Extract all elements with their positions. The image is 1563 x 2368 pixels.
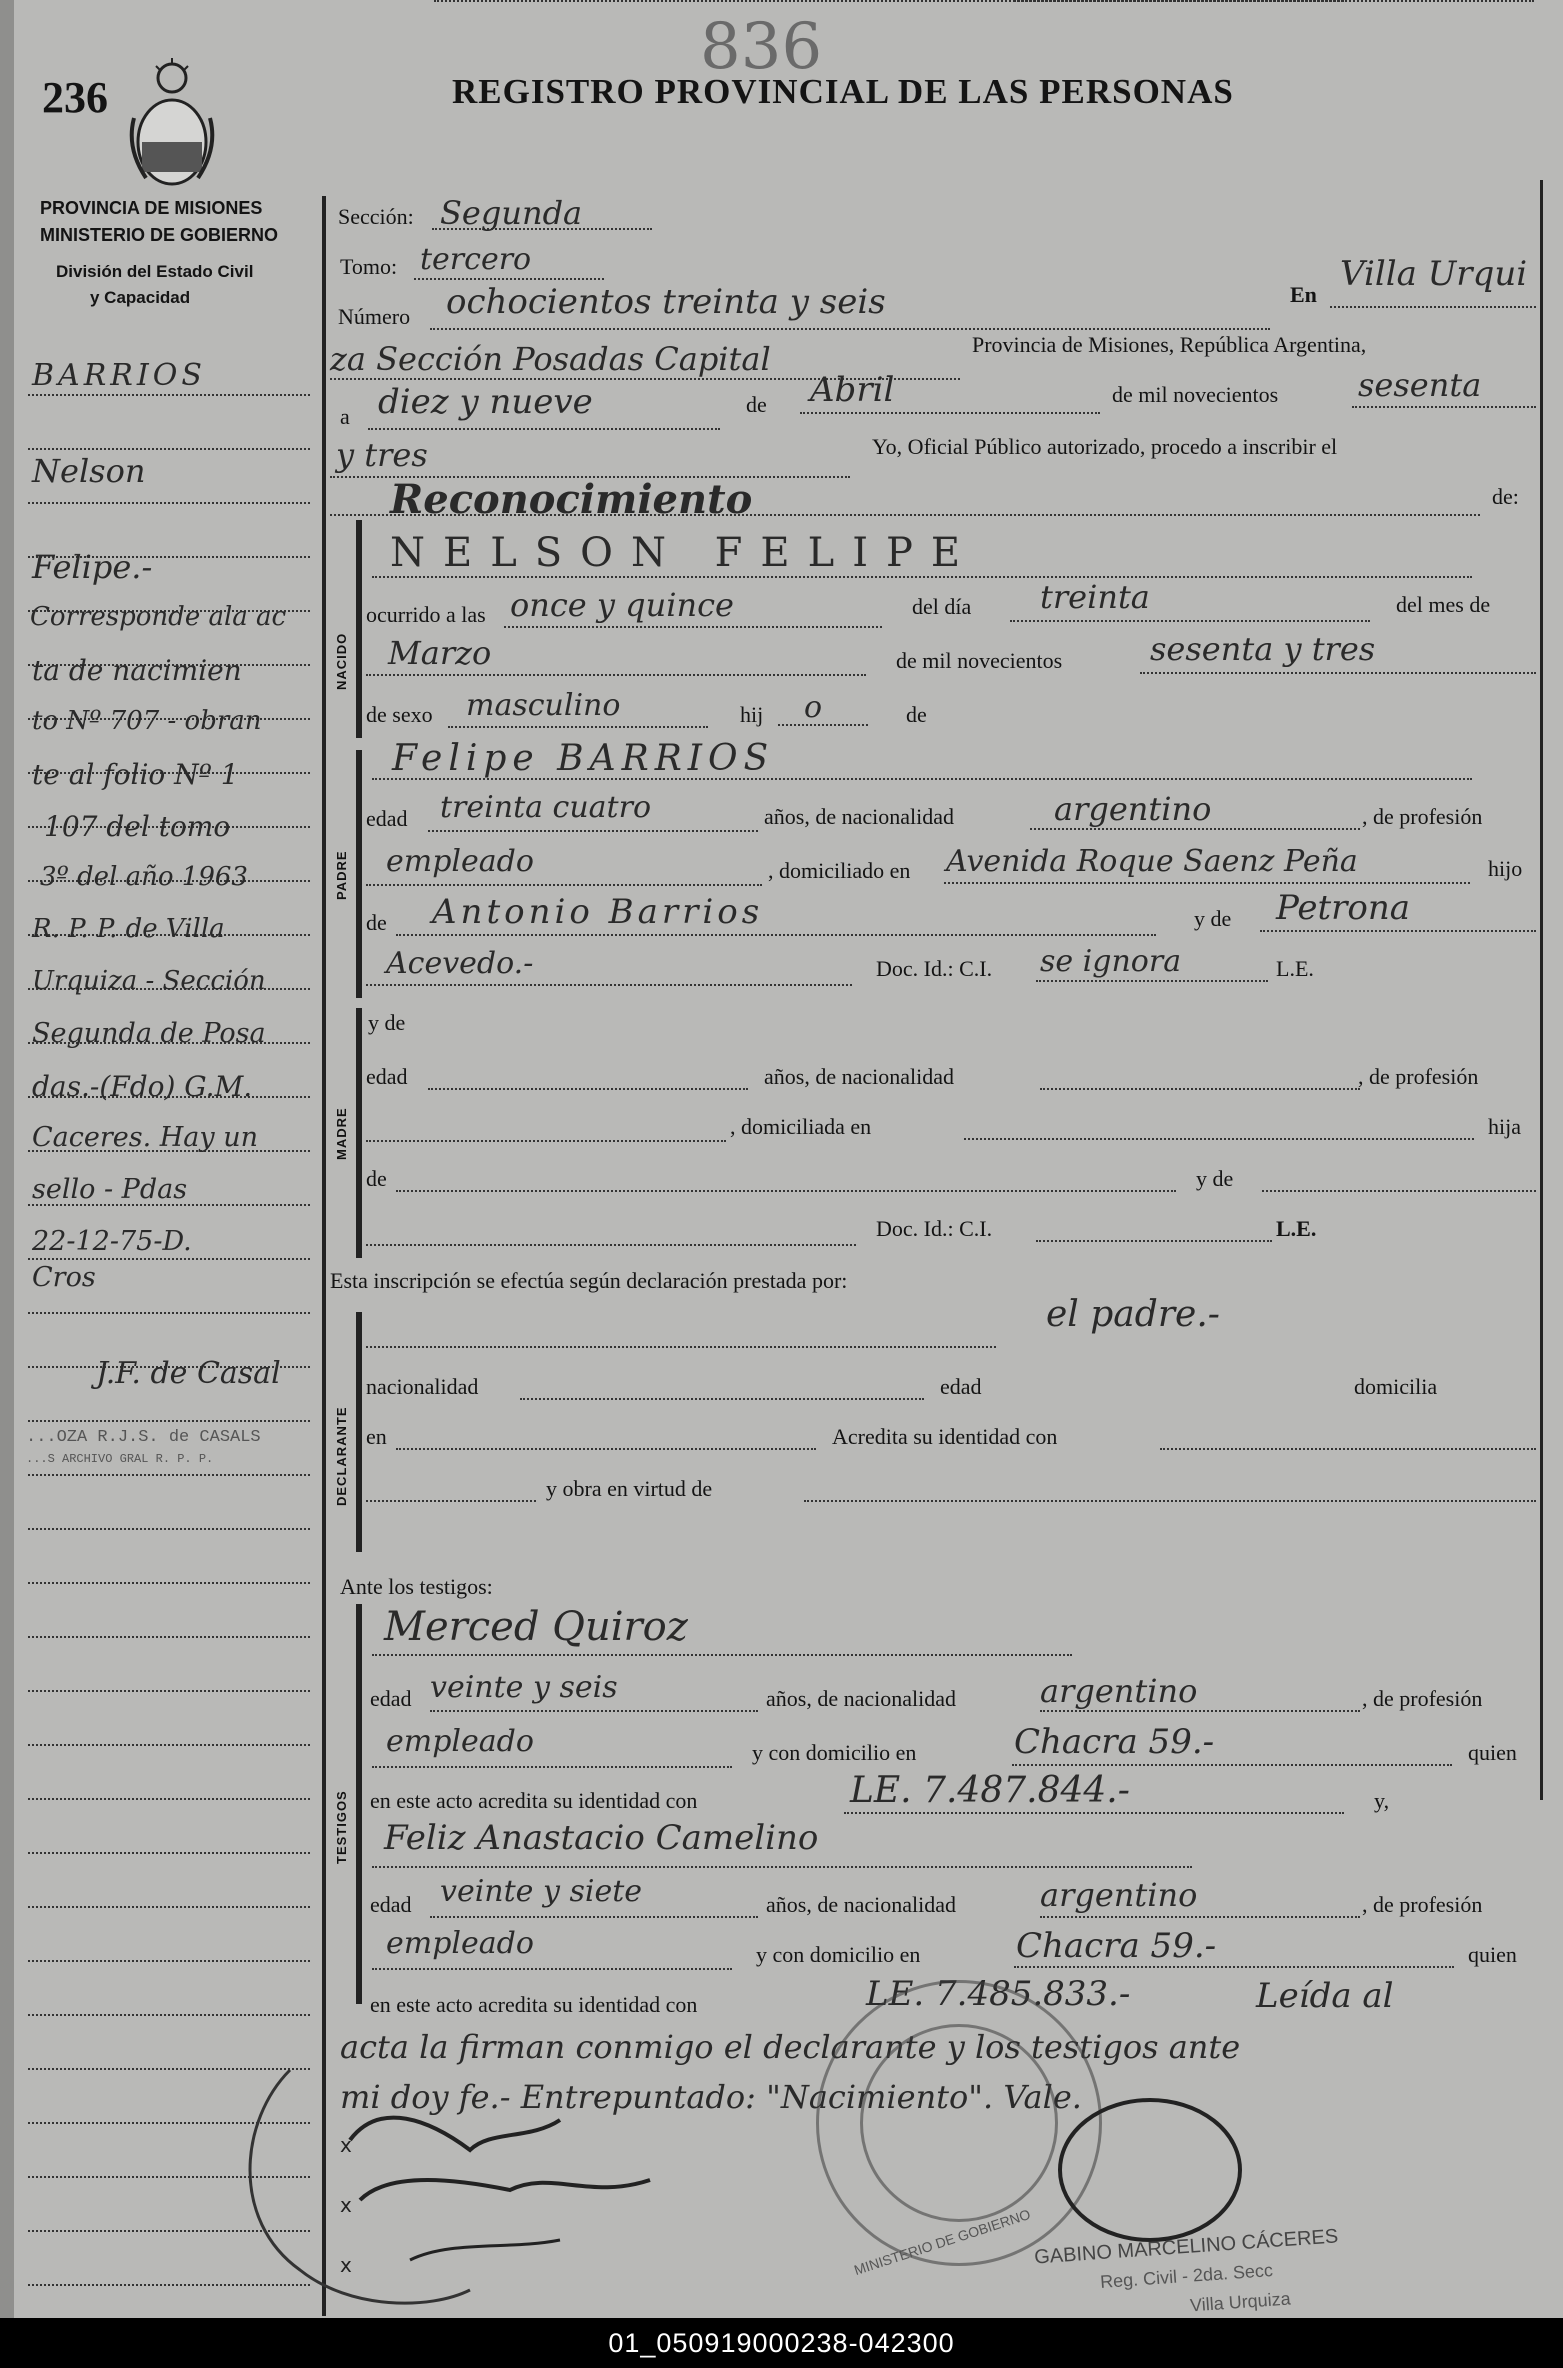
w2-anos-label: años, de nacionalidad — [766, 1892, 956, 1917]
ante-testigos-label: Ante los testigos: — [340, 1574, 493, 1599]
madre-anos-label: años, de nacionalidad — [764, 1064, 954, 1089]
w2-quien-label: quien — [1468, 1942, 1517, 1967]
nacido-de-label: de — [906, 702, 927, 727]
margin-line-13: das.-(Fdo) G.M. — [32, 1070, 253, 1103]
padre-edad-value: treinta cuatro — [440, 790, 652, 825]
signatures-drawing — [230, 2040, 830, 2318]
margin-line-8: 107 del tomo — [44, 810, 231, 843]
hij-label: hij — [740, 702, 764, 727]
month-value: Abril — [810, 370, 895, 410]
birth-year-value: sesenta y tres — [1150, 630, 1376, 668]
w1-edad-value: veinte y seis — [430, 1670, 618, 1705]
declarante-domicilia-label: domicilia — [1354, 1374, 1438, 1399]
w2-domicilio-label: y con domicilio en — [756, 1942, 921, 1967]
registrar-location: Villa Urquiza — [1189, 2288, 1292, 2316]
margin-line-15: sello - Pdas — [32, 1174, 188, 1205]
w1-profesion-value: empleado — [386, 1724, 534, 1759]
padre-profesion-value: empleado — [386, 844, 534, 879]
de-label: de — [746, 392, 767, 417]
hour-value: once y quince — [510, 586, 734, 624]
svg-text:x: x — [340, 2253, 352, 2277]
margin-line-16: 22-12-75-D. — [32, 1226, 192, 1257]
official-text: Yo, Oficial Público autorizado, procedo a inscribir el — [872, 434, 1338, 459]
right-border — [1540, 180, 1543, 1800]
document-title: REGISTRO PROVINCIAL DE LAS PERSONAS — [452, 72, 1234, 111]
hija-label: hija — [1488, 1114, 1521, 1139]
margin-line-17: Cros — [32, 1262, 96, 1293]
act-value: Reconocimiento — [390, 476, 753, 523]
birth-year-label: de mil novecientos — [896, 648, 1063, 673]
w1-nacionalidad-value: argentino — [1040, 1672, 1198, 1710]
sexo-value: masculino — [466, 688, 621, 723]
margin-line-7: te al folio Nº 1 — [32, 758, 239, 791]
del-mes-label: del mes de — [1396, 592, 1491, 617]
declarante-obra-label: y obra en virtud de — [546, 1476, 713, 1501]
margin-line-6: to Nº 707 - obran — [32, 706, 262, 736]
day-value: diez y nueve — [378, 382, 593, 422]
w1-profesion-label: , de profesión — [1362, 1686, 1483, 1711]
madre-le-label: L.E. — [1276, 1216, 1317, 1241]
declaracion-text: Esta inscripción se efectúa según declaración prestada por: — [330, 1268, 848, 1293]
archive-stamp-1: ...OZA R.J.S. de CASALS — [26, 1428, 261, 1447]
de-colon-label: de: — [1492, 484, 1519, 509]
w2-acredita-label: en este acto acredita su identidad con — [370, 1992, 698, 2017]
official-seal-inner — [860, 2024, 1058, 2222]
grandfather-value: Antonio Barrios — [432, 892, 764, 932]
w1-quien-label: quien — [1468, 1740, 1517, 1765]
closing-line-3: mi doy fe.- Entrepuntado: "Nacimiento". Vale. — [340, 2078, 1082, 2116]
closing-line-2: acta la firman conmigo el declarante y los testigos ante — [340, 2028, 1241, 2066]
closing-line-1: Leída al — [1256, 1976, 1394, 2016]
father-name: Felipe BARRIOS — [392, 738, 775, 779]
child-name: NELSON FELIPE — [390, 530, 979, 576]
svg-text:x: x — [340, 2133, 352, 2157]
province-label: PROVINCIA DE MISIONES — [40, 198, 263, 218]
margin-line-10: R. P. P. de Villa — [32, 914, 225, 944]
madre-doc-label: Doc. Id.: C.I. — [876, 1216, 993, 1241]
declarante-acredita-label: Acredita su identidad con — [832, 1424, 1058, 1449]
margin-line-12: Segunda de Posa — [32, 1018, 266, 1049]
paper-edge — [0, 0, 14, 2318]
numero-label: Número — [338, 304, 411, 329]
witness1-name: Merced Quiroz — [384, 1604, 688, 1650]
madre-de-label: de — [366, 1166, 387, 1191]
declarante-en-label: en — [366, 1424, 387, 1449]
birth-month-value: Marzo — [388, 634, 492, 672]
coat-of-arms-icon — [126, 58, 218, 190]
w1-domicilio-label: y con domicilio en — [752, 1740, 917, 1765]
padre-doc-value: se ignora — [1040, 944, 1182, 979]
declarante-edad-label: edad — [940, 1374, 982, 1399]
w2-nacionalidad-value: argentino — [1040, 1876, 1198, 1914]
madre-y-de2-label: y de — [1196, 1166, 1234, 1191]
declarante-nacionalidad-label: nacionalidad — [366, 1374, 479, 1399]
en-label: En — [1290, 282, 1317, 307]
margin-line-4: Corresponde ala ac — [30, 602, 287, 632]
domiciliado-label: , domiciliado en — [768, 858, 911, 883]
ocurrido-label: ocurrido a las — [366, 602, 486, 627]
padre-anos-label: años, de nacionalidad — [764, 804, 954, 829]
declarante-section-label: DECLARANTE — [334, 1406, 349, 1506]
provincia-text: Provincia de Misiones, República Argentina, — [972, 332, 1367, 357]
seal-text: MINISTERIO DE GOBIERNO — [852, 2205, 1033, 2279]
division-label-1: División del Estado Civil — [56, 262, 254, 281]
ministry-label: MINISTERIO DE GOBIERNO — [40, 225, 279, 245]
a-label: a — [340, 404, 350, 429]
madre-section-label: MADRE — [334, 1107, 349, 1160]
margin-line-3: Felipe.- — [32, 548, 153, 586]
domicilio-value: Avenida Roque Saenz Peña — [946, 844, 1358, 879]
padre-nacionalidad-value: argentino — [1054, 790, 1212, 828]
madre-y-de-label: y de — [368, 1010, 406, 1035]
padre-profesion-label: , de profesión — [1362, 804, 1483, 829]
padre-de-label: de — [366, 910, 387, 935]
testigos-section-label: TESTIGOS — [334, 1790, 349, 1864]
padre-y-de-label: y de — [1194, 906, 1232, 931]
numero-value: ochocientos treinta y seis — [446, 282, 886, 322]
document-id-footer: 01_050919000238-042300 — [0, 2318, 1563, 2368]
nacido-section-label: NACIDO — [334, 632, 349, 690]
birth-day-value: treinta — [1040, 578, 1150, 616]
division-label-2: y Capacidad — [90, 288, 191, 307]
witness2-name: Feliz Anastacio Camelino — [384, 1818, 819, 1858]
w1-domicilio-value: Chacra 59.- — [1014, 1722, 1215, 1762]
handwritten-number: 836 — [700, 10, 823, 84]
margin-line-11: Urquiza - Sección — [32, 966, 266, 996]
padre-section-label: PADRE — [334, 850, 349, 900]
w2-doc-value: LE. 7.485.833.- — [866, 1974, 1131, 2014]
w1-edad-label: edad — [370, 1686, 412, 1711]
grandmother-continuation: Acevedo.- — [386, 946, 534, 981]
w1-anos-label: años, de nacionalidad — [766, 1686, 956, 1711]
registrar-office: Reg. Civil - 2da. Secc — [1099, 2259, 1274, 2293]
w1-y-label: y, — [1374, 1788, 1390, 1813]
main-divider — [322, 196, 326, 2316]
tomo-label: Tomo: — [340, 254, 398, 279]
w1-acredita-label: en este acto acredita su identidad con — [370, 1788, 698, 1813]
year-label: de mil novecientos — [1112, 382, 1279, 407]
madre-edad-label: edad — [366, 1064, 408, 1089]
registrar-name: GABINO MARCELINO CÁCERES — [1033, 2225, 1339, 2269]
del-dia-label: del día — [912, 594, 972, 619]
tomo-value: tercero — [420, 242, 532, 277]
hijo-label: hijo — [1488, 856, 1523, 881]
w1-doc-value: LE. 7.487.844.- — [850, 1770, 1130, 1811]
declaracion-value: el padre.- — [1046, 1294, 1220, 1335]
margin-line-5: ta de nacimien — [32, 654, 242, 687]
padre-edad-label: edad — [366, 806, 408, 831]
location-continuation: za Sección Posadas Capital — [330, 340, 771, 378]
margin-signature: J.F. de Casal — [96, 1356, 281, 1391]
w2-edad-label: edad — [370, 1892, 412, 1917]
en-value: Villa Urqui — [1340, 254, 1528, 294]
w2-edad-value: veinte y siete — [440, 1874, 643, 1909]
seccion-value: Segunda — [440, 194, 583, 232]
archive-stamp-2: ...S ARCHIVO GRAL R. P. P. — [26, 1452, 214, 1466]
folio-number: 236 — [42, 73, 108, 122]
sexo-label: de sexo — [366, 702, 433, 727]
margin-line-14: Caceres. Hay un — [32, 1122, 259, 1153]
margin-line-9: 3º del año 1963 — [40, 862, 248, 892]
margin-line-2: Nelson — [32, 452, 146, 490]
domiciliada-label: , domiciliada en — [730, 1114, 872, 1139]
margin-line-1: BARRIOS — [32, 358, 206, 393]
w2-profesion-label: , de profesión — [1362, 1892, 1483, 1917]
year-value: sesenta — [1358, 366, 1482, 404]
hij-value: o — [804, 690, 823, 725]
year-continuation: y tres — [336, 436, 428, 474]
madre-profesion-label: , de profesión — [1358, 1064, 1479, 1089]
padre-le-label: L.E. — [1276, 956, 1314, 981]
padre-doc-label: Doc. Id.: C.I. — [876, 956, 993, 981]
w2-domicilio-value: Chacra 59.- — [1016, 1926, 1217, 1966]
seccion-label: Sección: — [338, 204, 414, 229]
svg-text:x: x — [340, 2193, 352, 2217]
w2-profesion-value: empleado — [386, 1926, 534, 1961]
grandmother-value: Petrona — [1276, 888, 1411, 928]
